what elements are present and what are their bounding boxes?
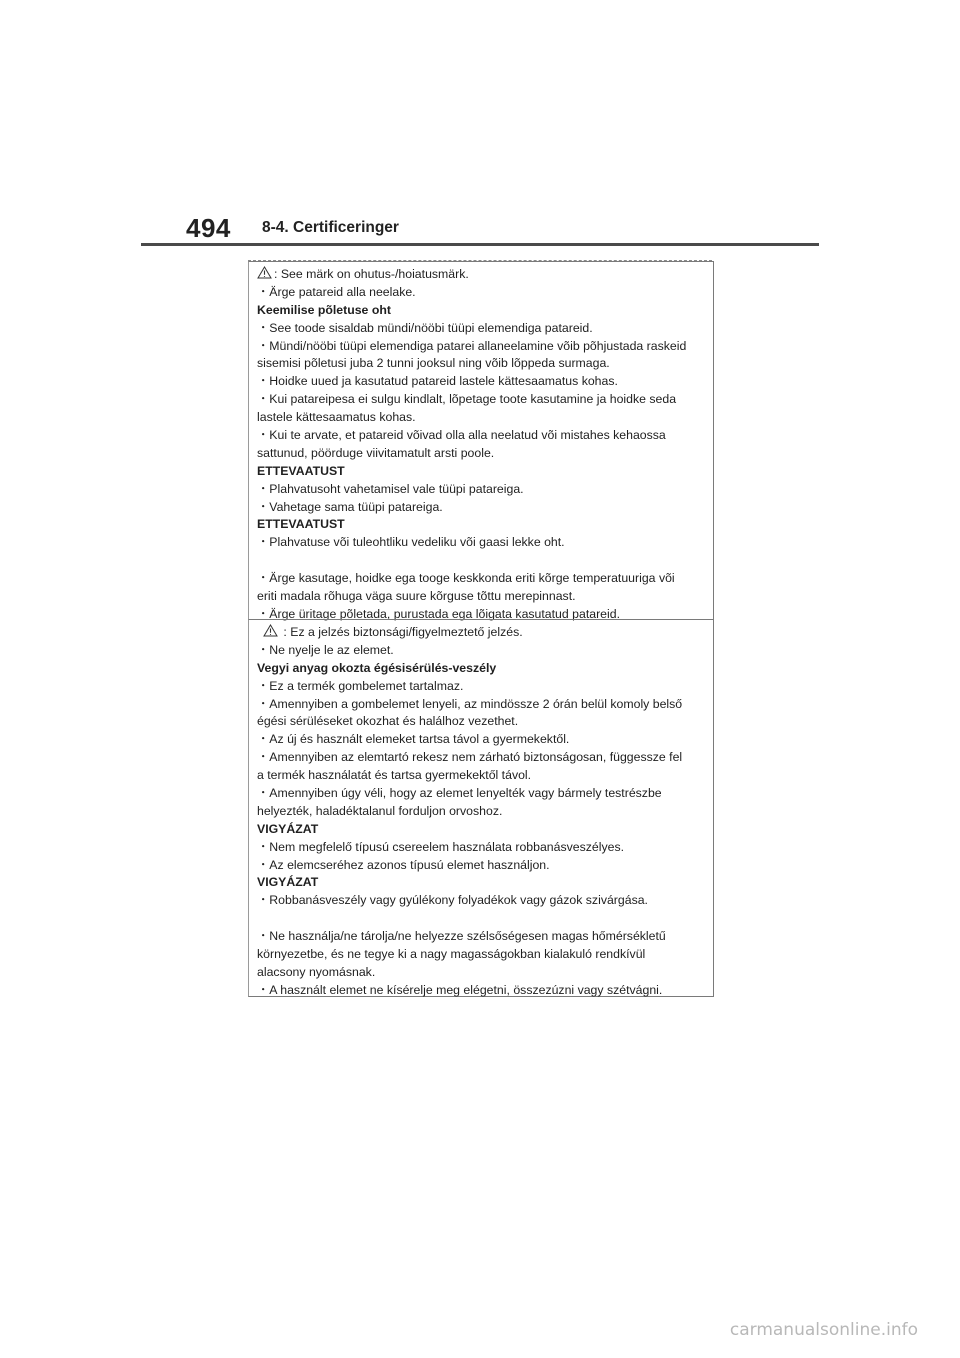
line-text: ・Nem megfelelő típusú csereelem használata robbanásveszélyes. <box>257 839 625 854</box>
text-line <box>257 964 707 982</box>
estonian-warning-panel <box>248 261 714 620</box>
text-line <box>257 534 707 552</box>
text-line <box>257 713 707 731</box>
line-text: ・Amennyiben úgy véli, hogy az elemet lenyelték vagy bármely testrészbe <box>257 786 662 801</box>
line-text: ETTEVAATUST <box>257 463 345 478</box>
text-line <box>257 642 707 660</box>
text-line <box>257 767 707 785</box>
text-line <box>257 391 707 409</box>
line-text: a termék használatát és tartsa gyermekektől távol. <box>257 768 532 783</box>
line-text: ・Plahvatuse või tuleohtliku vedeliku või gaasi lekke oht. <box>257 535 565 550</box>
line-text: ・Kui patareipesa ei sulgu kindlalt, lõpetage toote kasutamine ja hoidke seda <box>257 392 677 407</box>
line-text: ・Ne nyelje le az elemet. <box>257 642 394 657</box>
text-line <box>257 427 707 445</box>
blank-line <box>257 910 707 928</box>
line-text: ・Ne használja/ne tárolja/ne helyezze szélsőségesen magas hőmérsékletű <box>257 929 666 944</box>
text-line <box>257 266 707 284</box>
line-text: lastele kättesaamatus kohas. <box>257 410 416 425</box>
text-line <box>257 946 707 964</box>
line-text: helyezték, haladéktalanul forduljon orvoshoz. <box>257 803 503 818</box>
text-line <box>257 857 707 875</box>
text-line <box>257 928 707 946</box>
line-text: Vegyi anyag okozta égésisérülés-veszély <box>257 660 497 675</box>
header-rule <box>141 243 819 246</box>
line-text: ・Ärge kasutage, hoidke ega tooge keskkonda eriti kõrge temperatuuriga või <box>257 571 675 586</box>
text-line <box>257 373 707 391</box>
text-line <box>257 624 707 642</box>
line-text: ・Hoidke uued ja kasutatud patareid lastele kättesaamatus kohas. <box>257 374 618 389</box>
text-line <box>257 481 707 499</box>
line-text: ETTEVAATUST <box>257 517 345 532</box>
text-line <box>257 570 707 588</box>
text-line <box>257 284 707 302</box>
text-line <box>257 355 707 373</box>
hungarian-warning-panel <box>248 619 714 997</box>
text-line <box>257 982 707 1000</box>
line-text: ・Amennyiben az elemtartó rekesz nem zárható biztonságosan, függessze fel <box>257 750 683 765</box>
line-text: ・Az elemcseréhez azonos típusú elemet használjon. <box>257 857 550 872</box>
section-title: 8-4. Certificeringer <box>262 219 399 236</box>
text-line <box>257 463 707 481</box>
text-line <box>257 499 707 517</box>
text-line <box>257 785 707 803</box>
text-line <box>257 320 707 338</box>
line-text: Keemilise põletuse oht <box>257 302 391 317</box>
text-line <box>257 660 707 678</box>
text-line <box>257 338 707 356</box>
line-text: ・Ez a termék gombelemet tartalmaz. <box>257 678 464 693</box>
line-text: eriti madala rõhuga väga suure kõrguse tõttu merepinnast. <box>257 589 576 604</box>
line-text: ・Robbanásveszély vagy gyúlékony folyadékok vagy gázok szivárgása. <box>257 893 648 908</box>
line-text: : Ez a jelzés biztonsági/figyelmeztető jelzés. <box>280 625 523 639</box>
text-line <box>257 678 707 696</box>
text-line <box>257 731 707 749</box>
text-line <box>257 445 707 463</box>
line-text: sattunud, pöörduge viivitamatult arsti poole. <box>257 445 495 460</box>
line-text: égési sérüléseket okozhat és halálhoz vezethet. <box>257 714 519 729</box>
warning-triangle-icon <box>257 266 272 279</box>
warning-triangle-icon <box>263 624 278 637</box>
hungarian-text-block <box>257 624 707 1000</box>
page-number: 494 <box>186 213 231 243</box>
text-line <box>257 302 707 320</box>
text-line <box>257 892 707 910</box>
blank-line <box>257 552 707 570</box>
text-line <box>257 588 707 606</box>
line-text: ・Mündi/nööbi tüüpi elemendiga patarei allaneelamine võib põhjustada raskeid <box>257 338 687 353</box>
text-line <box>257 696 707 714</box>
line-text: ・Plahvatusoht vahetamisel vale tüüpi patareiga. <box>257 481 524 496</box>
text-line <box>257 409 707 427</box>
text-line <box>257 749 707 767</box>
text-line <box>257 803 707 821</box>
text-line <box>257 821 707 839</box>
line-text: ・A használt elemet ne kísérelje meg elégetni, összezúzni vagy szétvágni. <box>257 982 663 997</box>
line-text: sisemisi põletusi juba 2 tunni jooksul ning võib lõppeda surmaga. <box>257 356 610 371</box>
line-text: ・Ärge üritage põletada, purustada ega lõigata kasutatud patareid. <box>257 606 621 621</box>
text-line <box>257 874 707 892</box>
line-text: : See märk on ohutus-/hoiatusmärk. <box>274 267 469 281</box>
text-line <box>257 839 707 857</box>
line-text: ・Amennyiben a gombelemet lenyeli, az mindössze 2 órán belül komoly belső <box>257 696 683 711</box>
estonian-text-block <box>257 266 707 624</box>
watermark: carmanualsonline.info <box>729 1320 918 1340</box>
line-text: VIGYÁZAT <box>257 875 319 890</box>
line-text: alacsony nyomásnak. <box>257 964 376 979</box>
text-line <box>257 516 707 534</box>
line-text: környezetbe, és ne tegye ki a nagy magasságokban kialakuló rendkívül <box>257 947 646 962</box>
line-text: ・See toode sisaldab mündi/nööbi tüüpi elemendiga patareid. <box>257 320 593 335</box>
line-text: ・Az új és használt elemeket tartsa távol a gyermekektől. <box>257 732 570 747</box>
line-text: ・Ärge patareid alla neelake. <box>257 284 416 299</box>
line-text: ・Kui te arvate, et patareid võivad olla alla neelatud või mistahes kehaossa <box>257 428 666 443</box>
page-header <box>0 0 960 250</box>
line-text: VIGYÁZAT <box>257 821 319 836</box>
line-text: ・Vahetage sama tüüpi patareiga. <box>257 499 443 514</box>
